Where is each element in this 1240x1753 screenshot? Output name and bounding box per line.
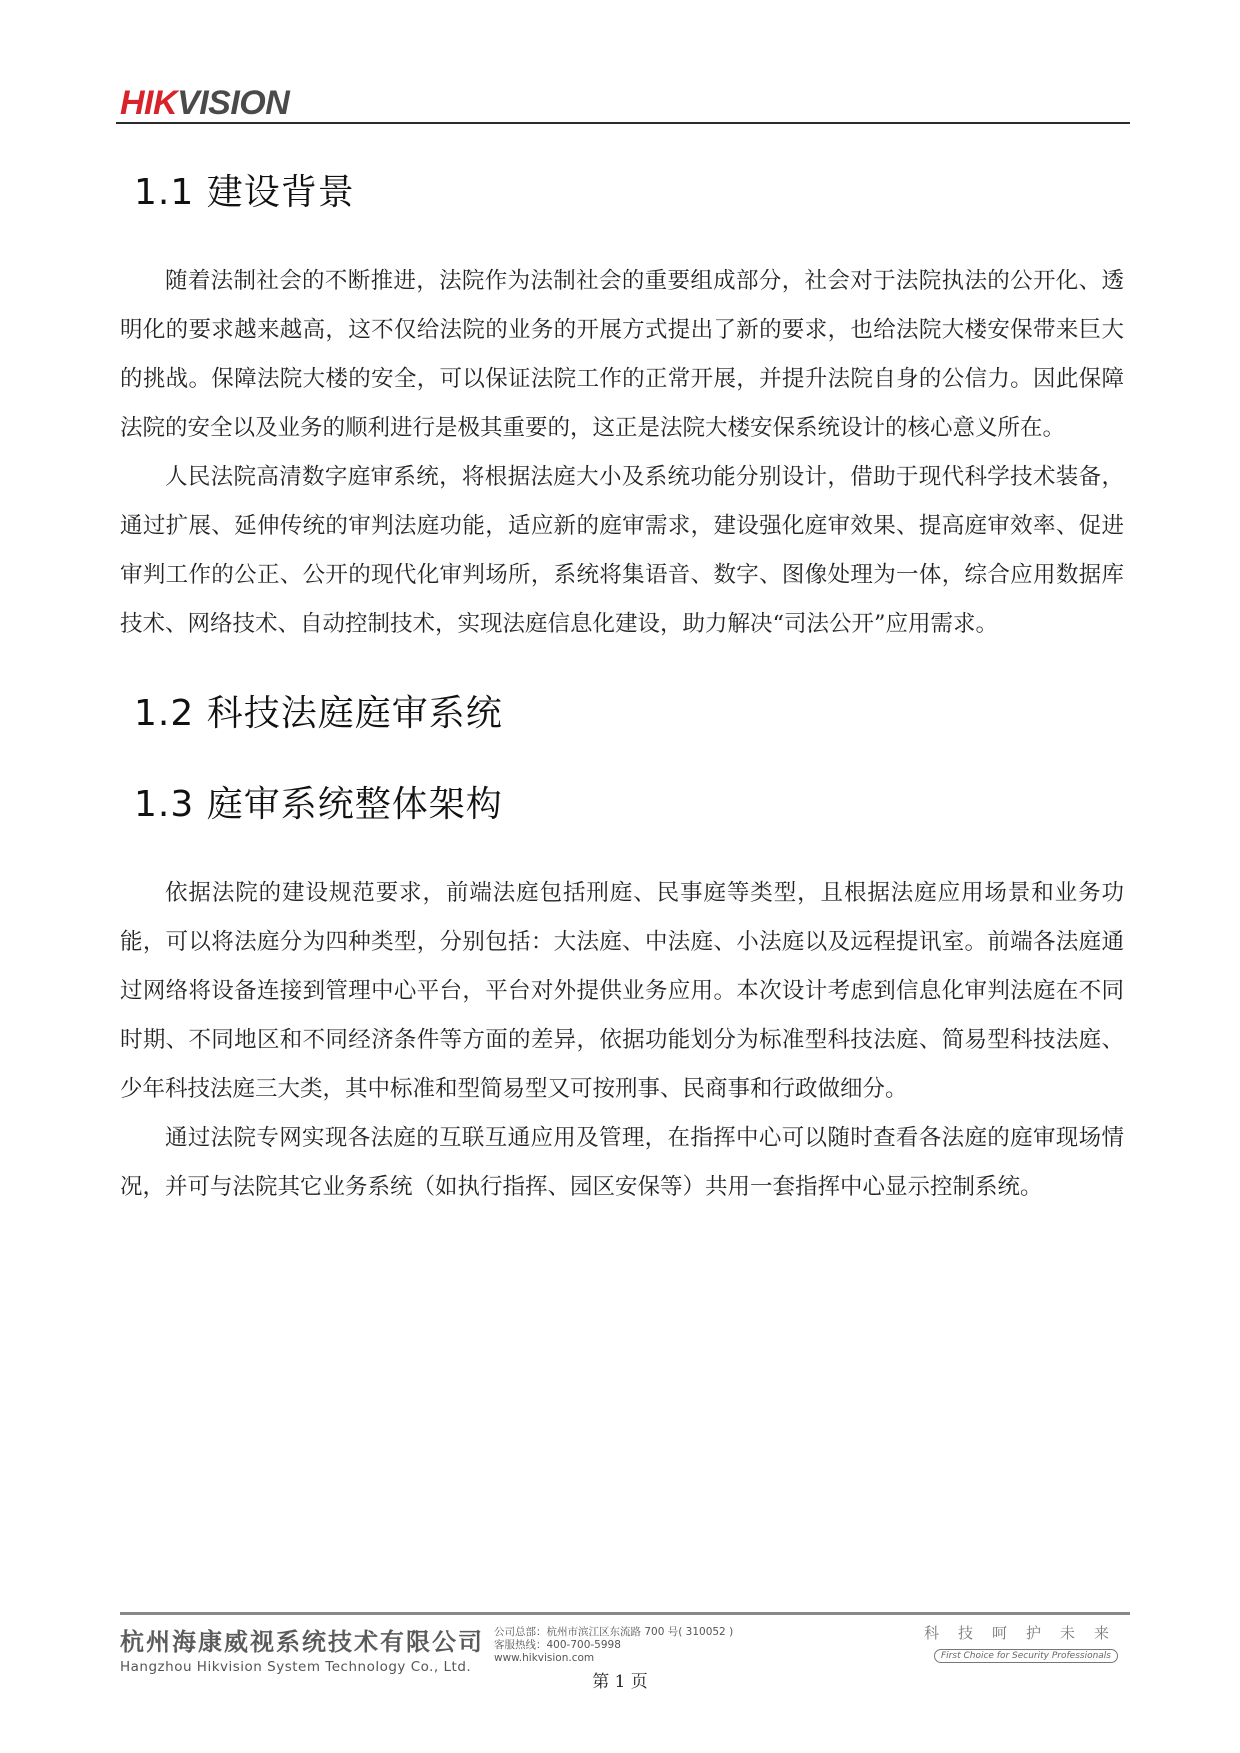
slogan: 科技呵护未来 [923,1624,1128,1642]
paragraph: 通过法院专网实现各法庭的互联互通应用及管理，在指挥中心可以随时查看各法庭的庭审现场情况，并可与法院其它业务系统（如执行指挥、园区安保等）共用一套指挥中心显示控制系统。 [120,1125,1124,1200]
website-link[interactable]: www.hikvision.com [494,1652,595,1664]
svg-text:HIKVISION: HIKVISION [120,84,290,122]
page-number: 第 1 页 [592,1672,648,1692]
hotline-line: 客服热线：400-700-5998 [494,1639,621,1651]
tagline: First Choice for Security Professionals [934,1649,1118,1663]
company-name-en: Hangzhou Hikvision System Technology Co., Ltd. [120,1659,472,1675]
section-heading-1-3: 1.3 庭审系统整体架构 [134,784,503,825]
footer-slogan-block [922,1622,1130,1663]
section-heading-1-1: 1.1 建设背景 [134,172,355,213]
footer-contact [494,1626,733,1665]
paragraph: 依据法院的建设规范要求，前端法庭包括刑庭、民事庭等类型，且根据法庭应用场景和业务功能，可以将法庭分为四种类型，分别包括：大法庭、中法庭、小法庭以及远程提讯室。前端各法庭通过网络将设备连接到管理中心平台，平台对外提供业务应用。本次设计考虑到信息化审判法庭在不同时期、不同地区和不同经济条件等方面的差异，依据功能划分为标准型科技法庭、简易型科技法庭、少年科技法庭三大类，其中标准和型简易型又可按刑事、民商事和行政做细分。 [120,880,1124,1102]
section-heading-1-2: 1.2 科技法庭庭审系统 [134,693,503,734]
header-divider [116,122,1130,124]
footer-divider [120,1612,1130,1615]
document-body [120,160,1124,1212]
paragraph: 随着法制社会的不断推进，法院作为法制社会的重要组成部分，社会对于法院执法的公开化、透明化的要求越来越高，这不仅给法院的业务的开展方式提出了新的要求，也给法院大楼安保带来巨大的挑战。保障法院大楼的安全，可以保证法院工作的正常开展，并提升法院自身的公信力。因此保障法院的安全以及业务的顺利进行是极其重要的，这正是法院大楼安保系统设计的核心意义所在。 [120,268,1124,441]
company-name-cn: 杭州海康威视系统技术有限公司 [120,1628,484,1656]
hikvision-logo [120,80,320,122]
address-line: 公司总部：杭州市滨江区东流路 700 号( 310052 ) [494,1626,734,1638]
paragraph: 人民法院高清数字庭审系统，将根据法庭大小及系统功能分别设计，借助于现代科学技术装备，通过扩展、延伸传统的审判法庭功能，适应新的庭审需求，建设强化庭审效果、提高庭审效率、促进审判工作的公正、公开的现代化审判场所，系统将集语音、数字、图像处理为一体，综合应用数据库技术、网络技术、自动控制技术，实现法庭信息化建设，助力解决“司法公开”应用需求。 [120,464,1124,637]
